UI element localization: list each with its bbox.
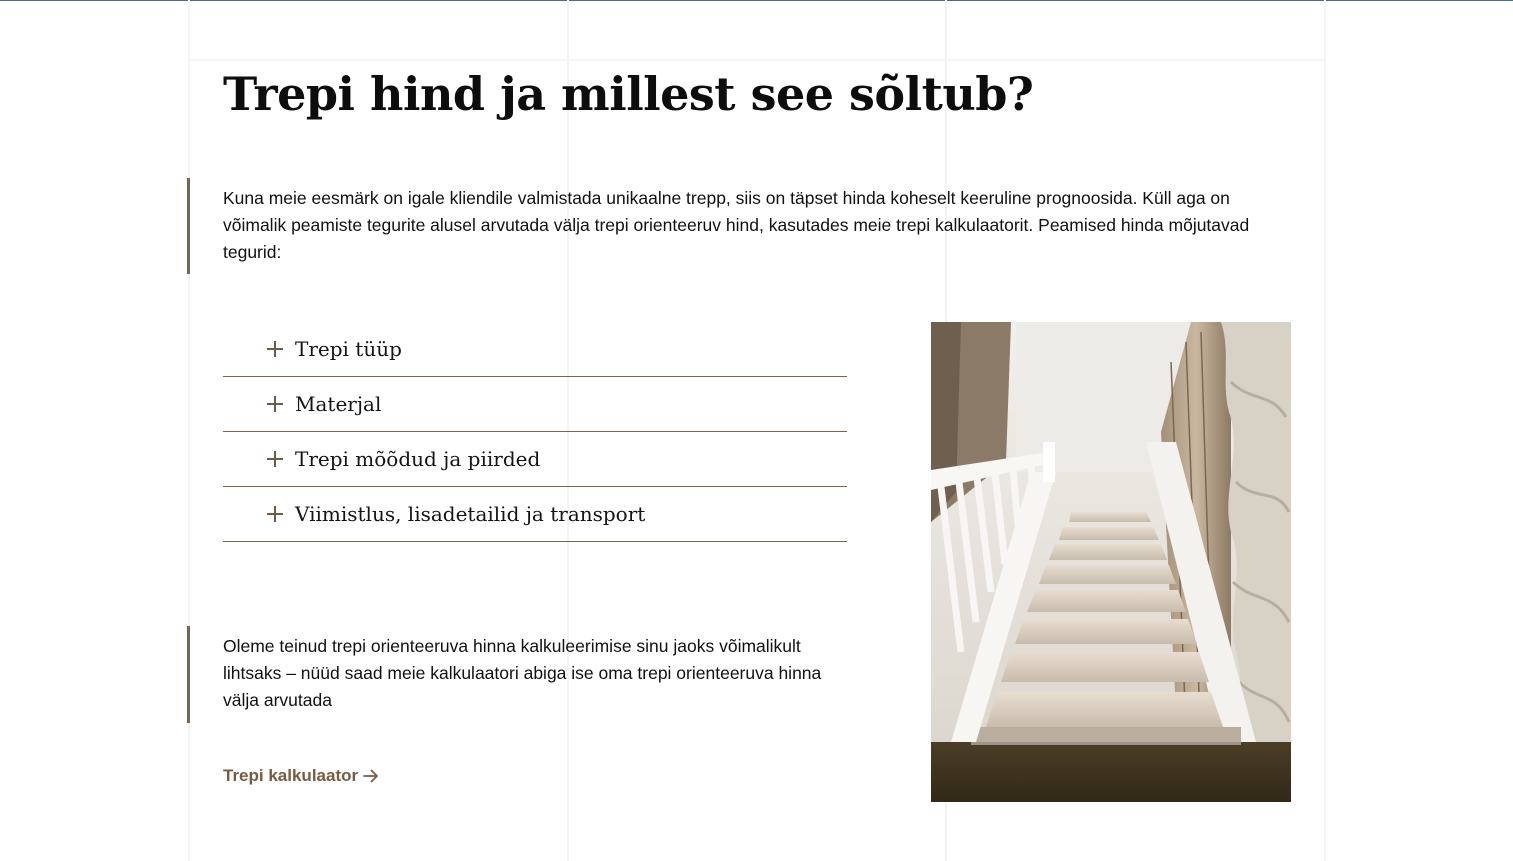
accordion-item-moodud-piirded[interactable] <box>223 432 847 487</box>
grid-guide <box>188 59 1326 61</box>
plus-icon <box>265 504 285 524</box>
accordion-item-label: Trepi tüüp <box>295 337 402 361</box>
grid-guide <box>188 0 190 861</box>
staircase-photo <box>931 322 1291 802</box>
intro-blockquote <box>187 178 1290 274</box>
accordion-item-trepi-tuup[interactable] <box>223 322 847 377</box>
page-title: Trepi hind ja millest see sõltub? <box>223 67 1034 121</box>
accordion-item-materjal[interactable] <box>223 377 847 432</box>
outro-blockquote <box>187 626 850 723</box>
grid-guide <box>1324 0 1326 861</box>
price-factors-accordion <box>223 322 847 542</box>
top-border <box>0 0 1513 1</box>
calculator-link[interactable] <box>223 766 380 786</box>
arrow-right-icon <box>362 767 380 785</box>
accordion-item-label: Materjal <box>295 392 382 416</box>
accordion-item-label: Trepi mõõdud ja piirded <box>295 447 541 471</box>
plus-icon <box>265 449 285 469</box>
calculator-link-label: Trepi kalkulaator <box>223 766 359 785</box>
accordion-item-label: Viimistlus, lisadetailid ja transport <box>295 502 646 526</box>
staircase-illustration <box>931 322 1291 802</box>
intro-text: Kuna meie eesmärk on igale kliendile valmistada unikaalne trepp, siis on täpset hinda koheselt keeruline prognoosida. Küll aga on võimalik peamiste tegurite alusel arvutada välja trepi orienteeruv hind, kasutades meie trepi kalkulaatorit. Peamised hinda mõjutavad tegurid: <box>223 188 1250 262</box>
plus-icon <box>265 394 285 414</box>
plus-icon <box>265 339 285 359</box>
outro-text: Oleme teinud trepi orienteeruva hinna kalkuleerimise sinu jaoks võimalikult lihtsaks – nüüd saad meie kalkulaatori abiga ise oma trepi orienteeruva hinna välja arvutada <box>223 636 822 710</box>
accordion-item-viimistlus[interactable] <box>223 487 847 542</box>
